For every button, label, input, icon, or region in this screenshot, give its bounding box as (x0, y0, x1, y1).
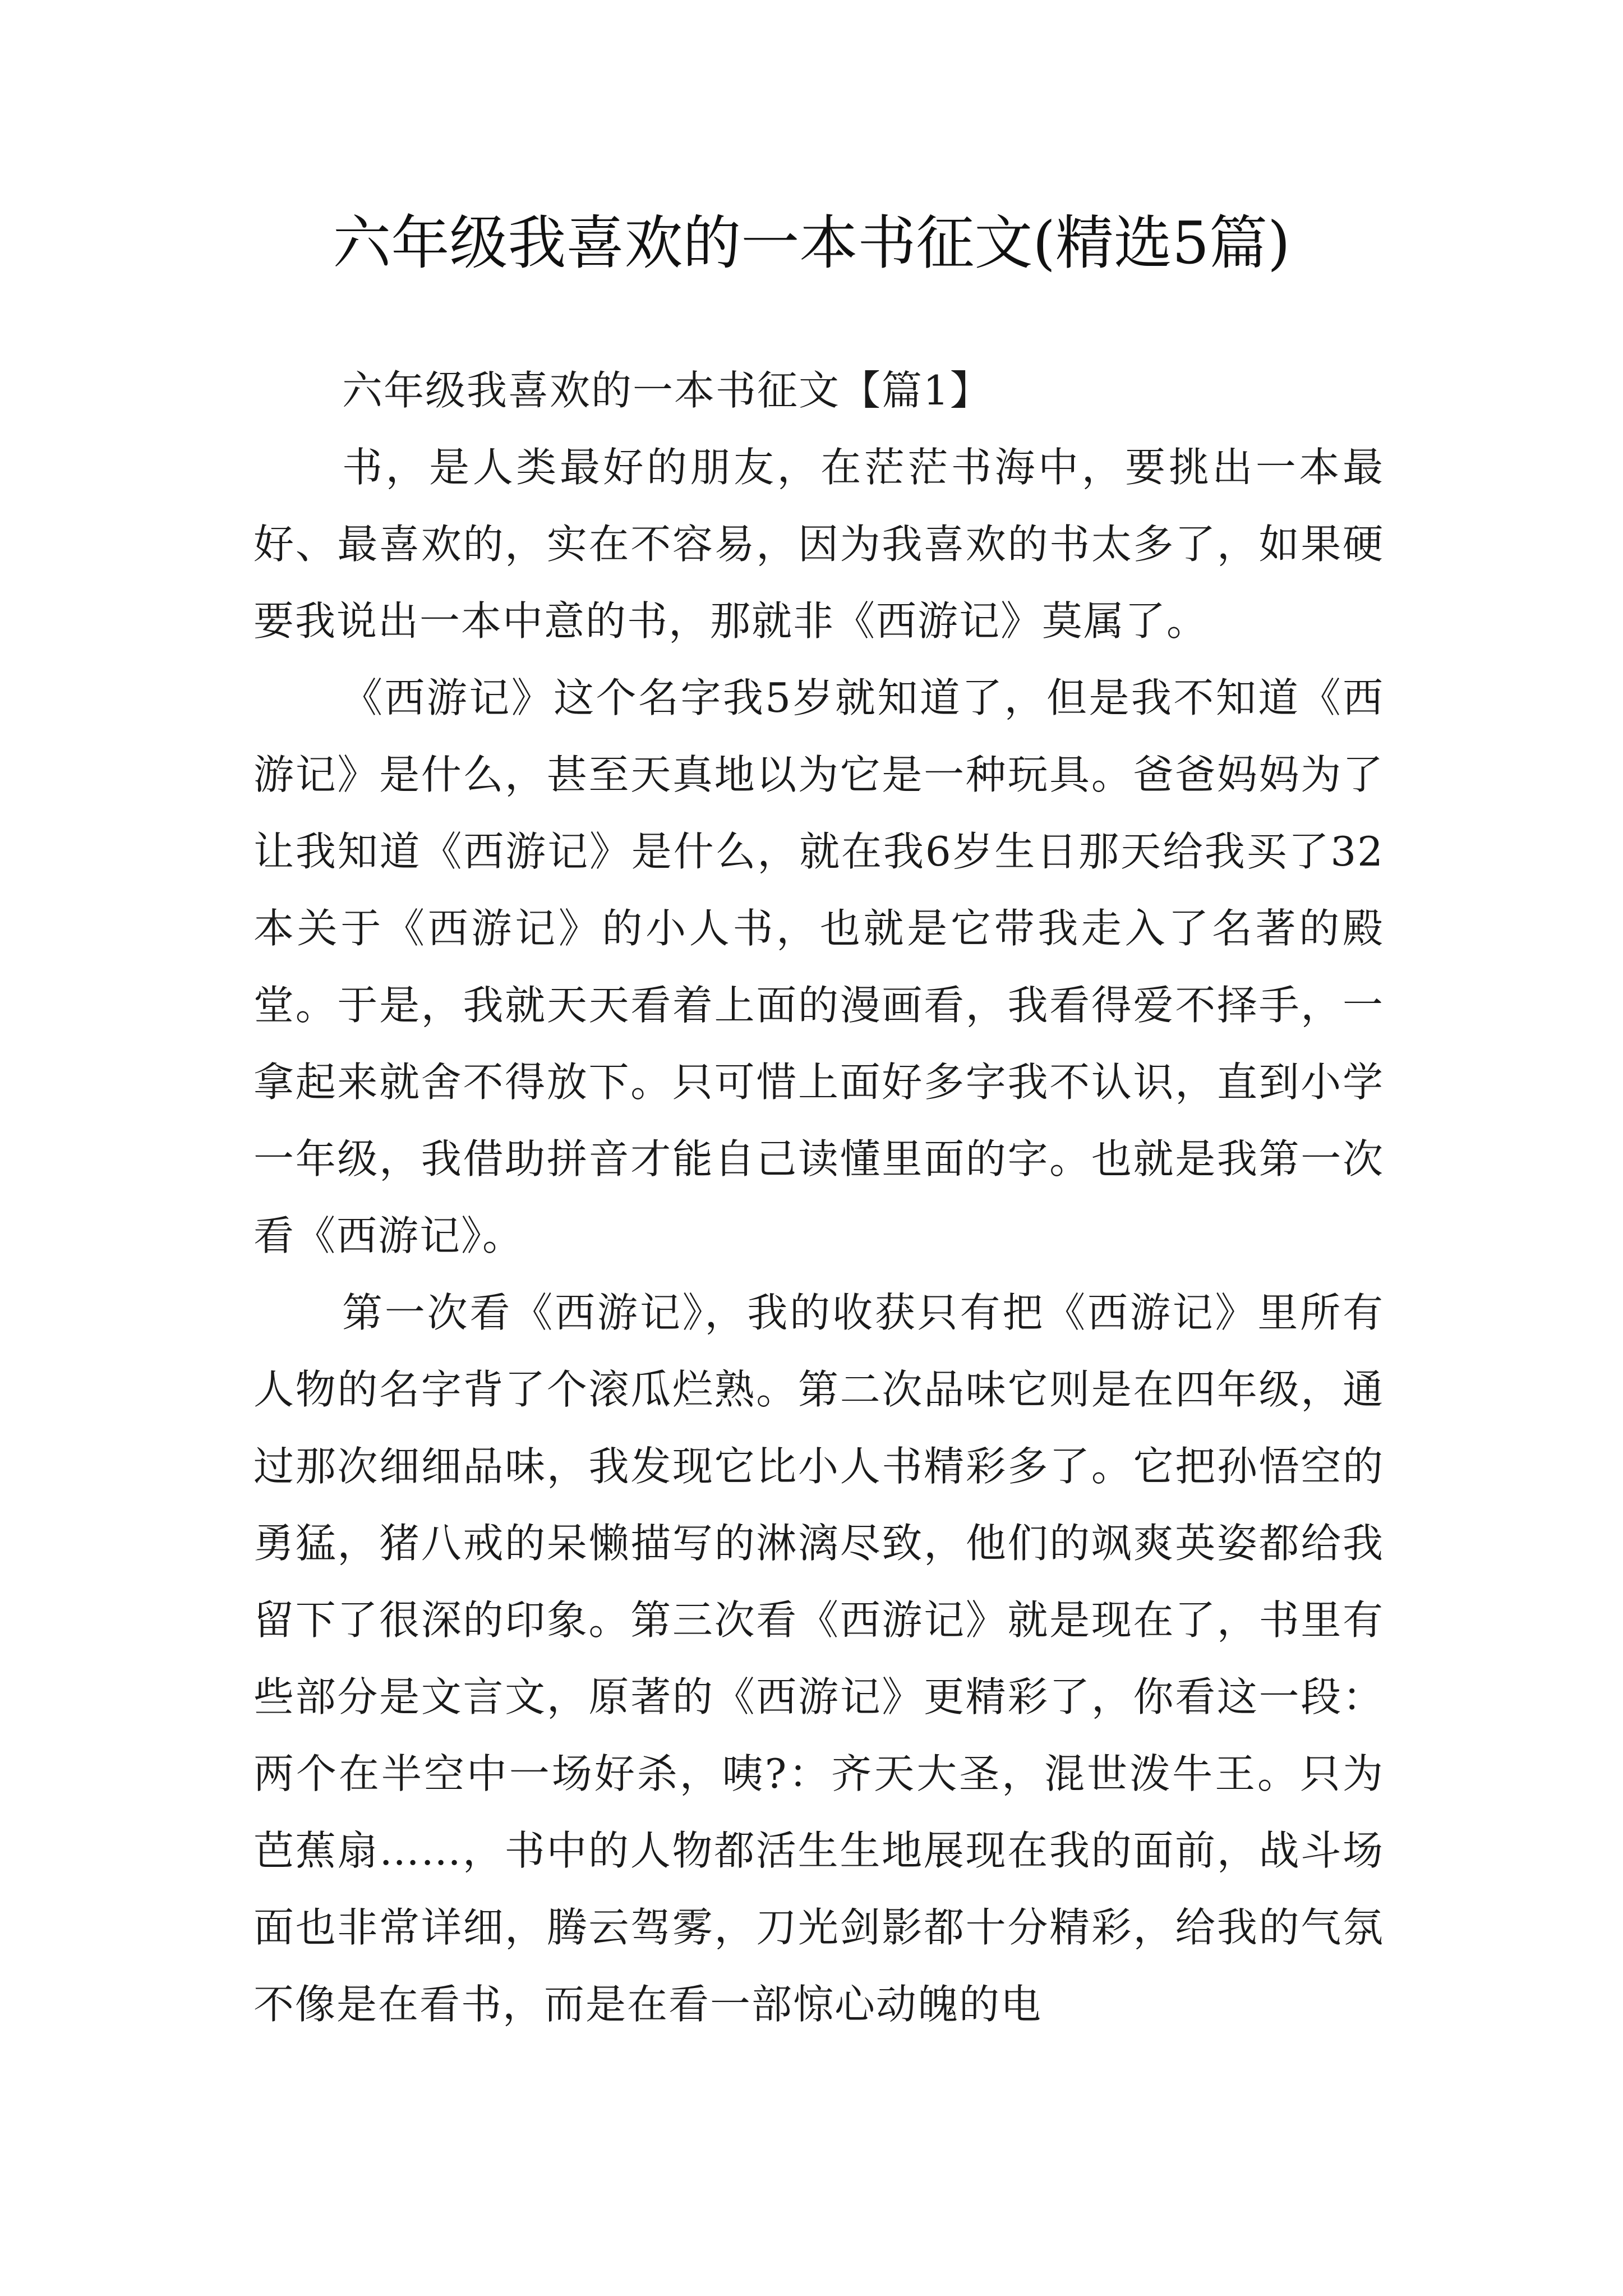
paragraph: 第一次看《西游记》，我的收获只有把《西游记》里所有人物的名字背了个滚瓜烂熟。第二次品味它则是在四年级，通过那次细细品味，我发现它比小人书精彩多了。它把孙悟空的勇猛，猪八戒的呆懒描写的淋漓尽致，他们的飒爽英姿都给我留下了很深的印象。第三次看《西游记》就是现在了，书里有些部分是文言文，原著的《西游记》更精彩了，你看这一段：两个在半空中一场好杀，咦?：齐天大圣，混世泼牛王。只为芭蕉扇……，书中的人物都活生生地展现在我的面前，战斗场面也非常详细，腾云驾雾，刀光剑影都十分精彩，给我的气氛不像是在看书，而是在看一部惊心动魄的电 (253, 1289, 1384, 2028)
document-title: 六年级我喜欢的一本书征文(精选5篇) (333, 209, 1290, 277)
document-body (253, 352, 1384, 2043)
section-heading: 六年级我喜欢的一本书征文【篇1】 (342, 367, 992, 414)
paragraph: 《西游记》这个名字我5岁就知道了，但是我不知道《西游记》是什么，甚至天真地以为它是一种玩具。爸爸妈妈为了让我知道《西游记》是什么，就在我6岁生日那天给我买了32本关于《西游记》的小人书，也就是它带我走入了名著的殿堂。于是，我就天天看着上面的漫画看，我看得爱不择手，一拿起来就舍不得放下。只可惜上面好多字我不认识，直到小学一年级，我借助拼音才能自己读懂里面的字。也就是我第一次看《西游记》。 (253, 674, 1384, 1259)
paragraph: 书，是人类最好的朋友，在茫茫书海中，要挑出一本最好、最喜欢的，实在不容易，因为我喜欢的书太多了，如果硬要我说出一本中意的书，那就非《西游记》莫属了。 (253, 444, 1384, 645)
